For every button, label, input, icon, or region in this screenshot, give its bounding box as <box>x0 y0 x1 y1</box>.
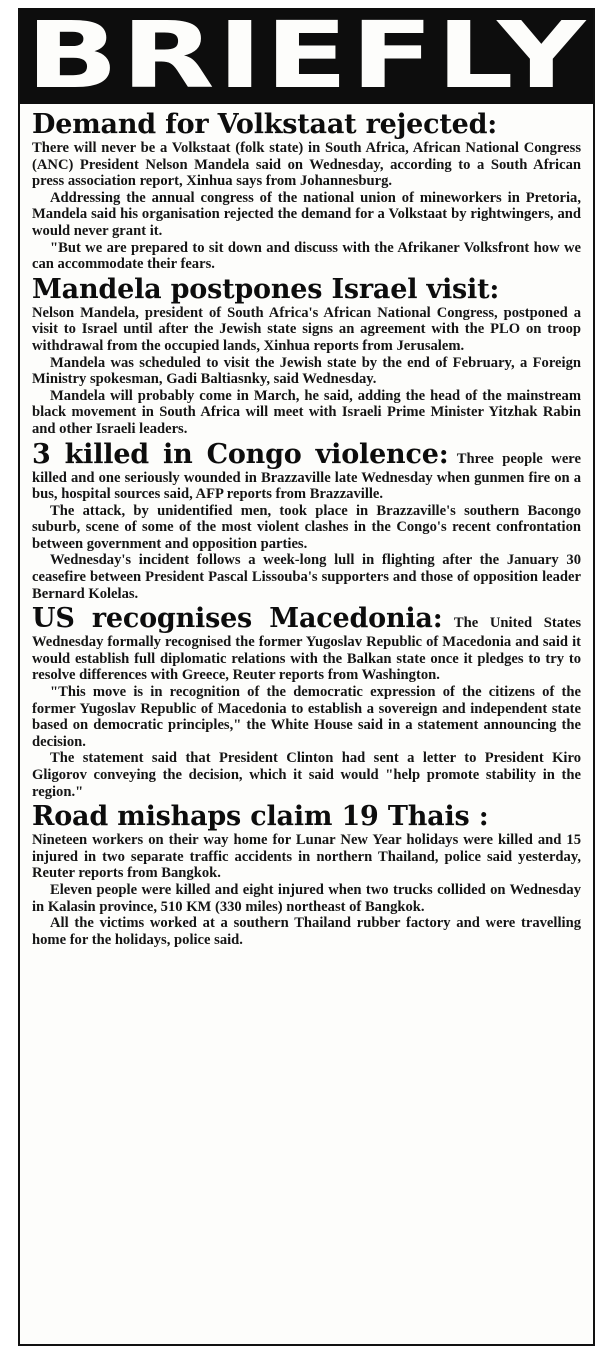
article-headline: Mandela postpones Israel visit: <box>32 273 500 305</box>
article-volkstaat <box>32 110 581 273</box>
article-lead-paragraph <box>32 440 581 503</box>
article-paragraph: The statement said that President Clinton had sent a letter to President Kiro Gligorov conveying the decision, which it said would "help promote stability in the region." <box>32 750 581 800</box>
article-headline: Road mishaps claim 19 Thais : <box>32 801 489 833</box>
article-paragraph: Mandela will probably come in March, he said, adding the head of the mainstream black movement in South Africa will meet with Israeli Prime Minister Yitzhak Rabin and other Israeli leaders. <box>32 387 581 437</box>
article-headline: Demand for Volkstaat rejected: <box>32 109 498 140</box>
article-mandela-israel <box>32 275 581 438</box>
article-lead-paragraph <box>32 604 581 684</box>
article-paragraph: Addressing the annual congress of the national union of mineworkers in Pretoria, Mandela said his organisation rejected the demand for a Volkstaat by rightwingers, and would never grant it. <box>32 189 581 239</box>
article-paragraph: There will never be a Volkstaat (folk state) in South Africa, African National Congress (ANC) President Nelson Mandela said on Wednesday, according to a South African press association report, Xinhua says from Johannesburg. <box>32 140 581 190</box>
article-macedonia <box>32 604 581 800</box>
article-headline: 3 killed in Congo violence: <box>32 438 449 470</box>
article-paragraph: Nelson Mandela, president of South Africa's African National Congress, postponed a visit to Israel until after the Jewish state signs an agreement with the PLO on troop withdrawal from the occupied lands, Xinhua reports from Jerusalem. <box>32 304 581 354</box>
article-paragraph: The attack, by unidentified men, took place in Brazzaville's southern Bacongo suburb, scene of some of the most violent clashes in the Congo's recent confrontation between government and opposition parties. <box>32 502 581 552</box>
article-congo-violence <box>32 440 581 603</box>
article-paragraph: Nineteen workers on their way home for Lunar New Year holidays were killed and 15 injured in two separate traffic accidents in northern Thailand, police said yesterday, Reuter reports from Bangkok. <box>32 832 581 882</box>
articles-column <box>20 104 593 948</box>
article-paragraph: Wednesday's incident follows a week-long lull in flighting after the January 30 ceasefire between President Pascal Lissouba's supporters and those of opposition leader Bernard Kolelas. <box>32 552 581 602</box>
article-paragraph: "But we are prepared to sit down and discuss with the Afrikaner Volksfront how we can accommodate their fears. <box>32 239 581 273</box>
article-paragraph: Mandela was scheduled to visit the Jewish state by the end of February, a Foreign Ministry spokesman, Gadi Baltiasnky, said Wednesday. <box>32 354 581 388</box>
newspaper-clipping <box>18 2 595 1346</box>
article-headline: US recognises Macedonia: <box>32 603 443 635</box>
article-lead-text: The United States Wednesday formally recognised the former Yugoslav Republic of Macedonia and said it would establish full diplomatic relations with the Balkan state once it pledges to try to resolve differences with Greece, Reuter reports from Washington. <box>32 615 582 684</box>
article-paragraph: "This move is in recognition of the democratic expression of the citizens of the former Yugoslav Republic of Macedonia to establish a sovereign and independent state based on democratic principles," the White House said in a statement announcing the decision. <box>32 684 581 750</box>
article-paragraph: All the victims worked at a southern Thailand rubber factory and were travelling home for the holidays, police said. <box>32 915 581 948</box>
article-thai-road-mishaps <box>32 802 581 948</box>
article-paragraph: Eleven people were killed and eight injured when two trucks collided on Wednesday in Kalasin province, 510 KM (330 miles) northeast of Bangkok. <box>32 881 581 915</box>
masthead-title: BRIEFLY <box>25 2 588 109</box>
masthead-banner <box>20 2 593 109</box>
article-lead-text: Three people were killed and one seriously wounded in Brazzaville late Wednesday when gunmen fire on a bus, hospital sources said, AFP reports from Brazzaville. <box>32 450 581 503</box>
